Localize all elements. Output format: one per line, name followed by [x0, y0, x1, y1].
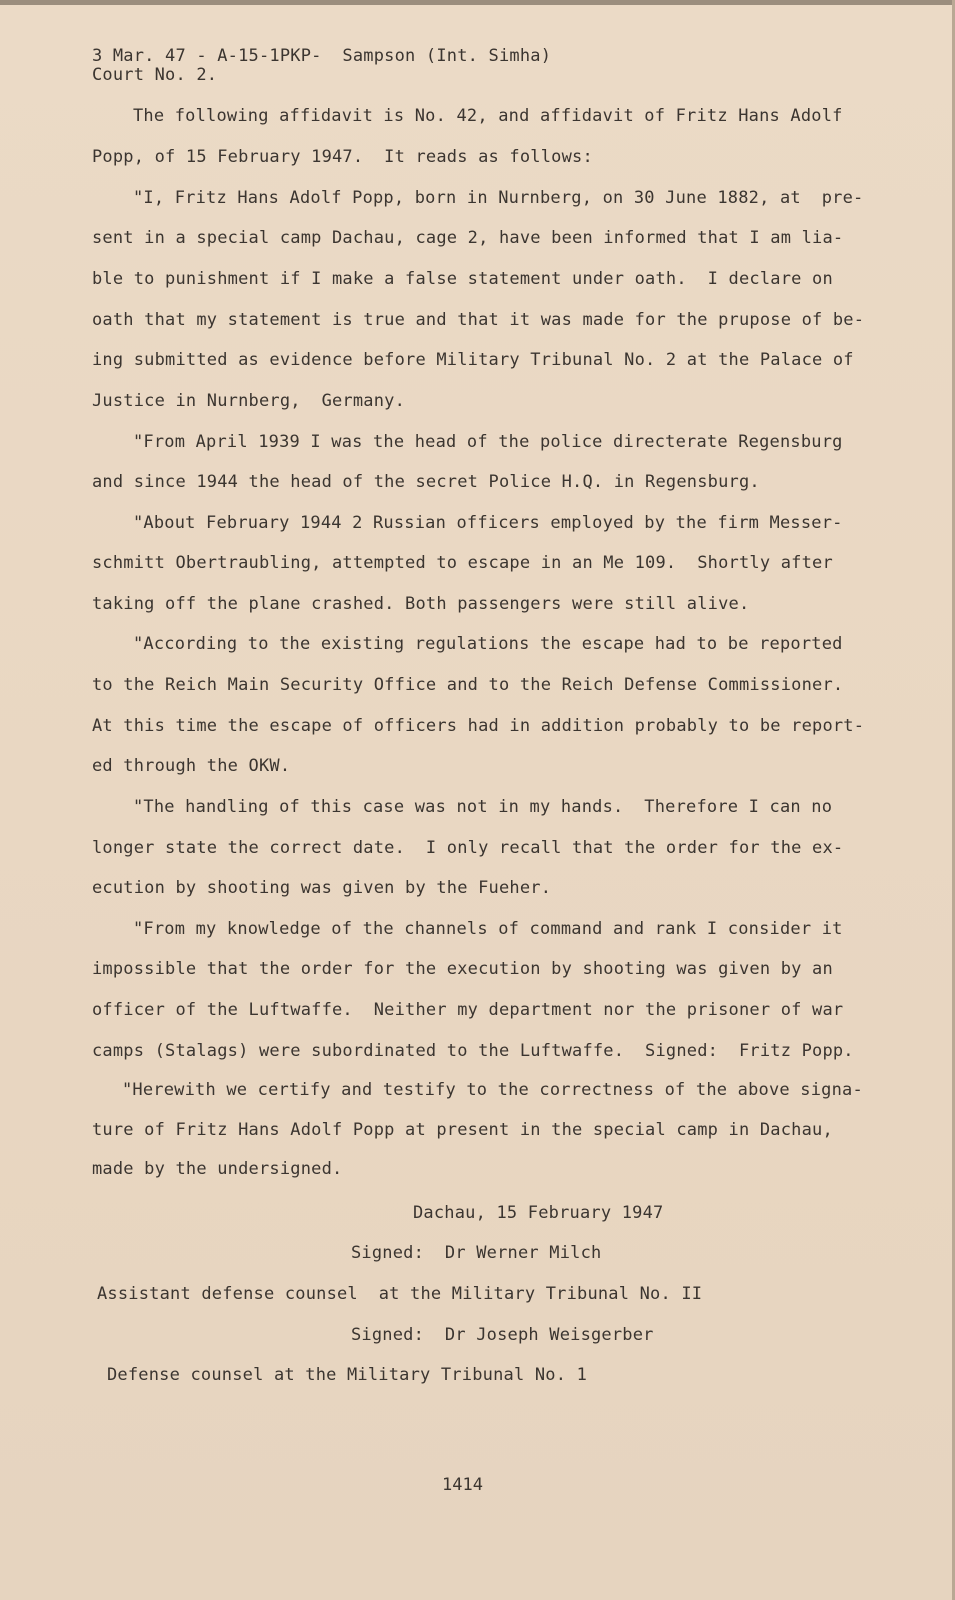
- body-line: impossible that the order for the execution by shooting was given by an: [92, 959, 833, 979]
- signature-title-1: Assistant defense counsel at the Military Tribunal No. II: [97, 1284, 703, 1304]
- body-line: "About February 1944 2 Russian officers employed by the firm Messer-: [133, 513, 843, 533]
- body-line: made by the undersigned.: [92, 1159, 343, 1179]
- signature-title-2: Defense counsel at the Military Tribunal No. 1: [107, 1365, 588, 1385]
- body-line: oath that my statement is true and that it was made for the prupose of be-: [92, 310, 865, 330]
- body-line: "I, Fritz Hans Adolf Popp, born in Nurnberg, on 30 June 1882, at pre-: [133, 188, 864, 208]
- body-line: "From my knowledge of the channels of command and rank I consider it: [133, 919, 843, 939]
- body-line: Popp, of 15 February 1947. It reads as follows:: [92, 147, 593, 167]
- body-line: "According to the existing regulations the escape had to be reported: [133, 634, 843, 654]
- body-line: "The handling of this case was not in my hands. Therefore I can no: [133, 797, 833, 817]
- body-line: schmitt Obertraubling, attempted to escape in an Me 109. Shortly after: [92, 553, 833, 573]
- body-line: ture of Fritz Hans Adolf Popp at present in the special camp in Dachau,: [92, 1120, 833, 1140]
- body-line: taking off the plane crashed. Both passengers were still alive.: [92, 594, 750, 614]
- body-line: "From April 1939 I was the head of the police directerate Regensburg: [133, 432, 843, 452]
- body-line: officer of the Luftwaffe. Neither my department nor the prisoner of war: [92, 1000, 844, 1020]
- signature-place-date: Dachau, 15 February 1947: [413, 1203, 664, 1223]
- body-line: to the Reich Main Security Office and to the Reich Defense Commissioner.: [92, 675, 844, 695]
- body-line: camps (Stalags) were subordinated to the Luftwaffe. Signed: Fritz Popp.: [92, 1041, 854, 1061]
- body-line: sent in a special camp Dachau, cage 2, have been informed that I am lia-: [92, 228, 844, 248]
- body-line: Justice in Nurnberg, Germany.: [92, 391, 406, 411]
- body-line: The following affidavit is No. 42, and affidavit of Fritz Hans Adolf: [133, 106, 843, 126]
- signature-line-2: Signed: Dr Joseph Weisgerber: [351, 1325, 654, 1345]
- body-line: ed through the OKW.: [92, 756, 291, 776]
- body-line: longer state the correct date. I only recall that the order for the ex-: [92, 838, 844, 858]
- page-number: 1414: [442, 1475, 483, 1495]
- page-top-edge: [0, 0, 955, 5]
- body-line: "Herewith we certify and testify to the correctness of the above signa-: [122, 1080, 863, 1100]
- body-line: At this time the escape of officers had in addition probably to be report-: [92, 716, 865, 736]
- body-line: ing submitted as evidence before Military Tribunal No. 2 at the Palace of: [92, 350, 854, 370]
- header-line-1: 3 Mar. 47 - A-15-1PKP- Sampson (Int. Simha): [92, 46, 552, 66]
- body-line: and since 1944 the head of the secret Police H.Q. in Regensburg.: [92, 472, 760, 492]
- signature-line-1: Signed: Dr Werner Milch: [351, 1243, 602, 1263]
- header-line-2: Court No. 2.: [92, 65, 218, 85]
- body-line: ecution by shooting was given by the Fueher.: [92, 878, 552, 898]
- body-line: ble to punishment if I make a false statement under oath. I declare on: [92, 269, 833, 289]
